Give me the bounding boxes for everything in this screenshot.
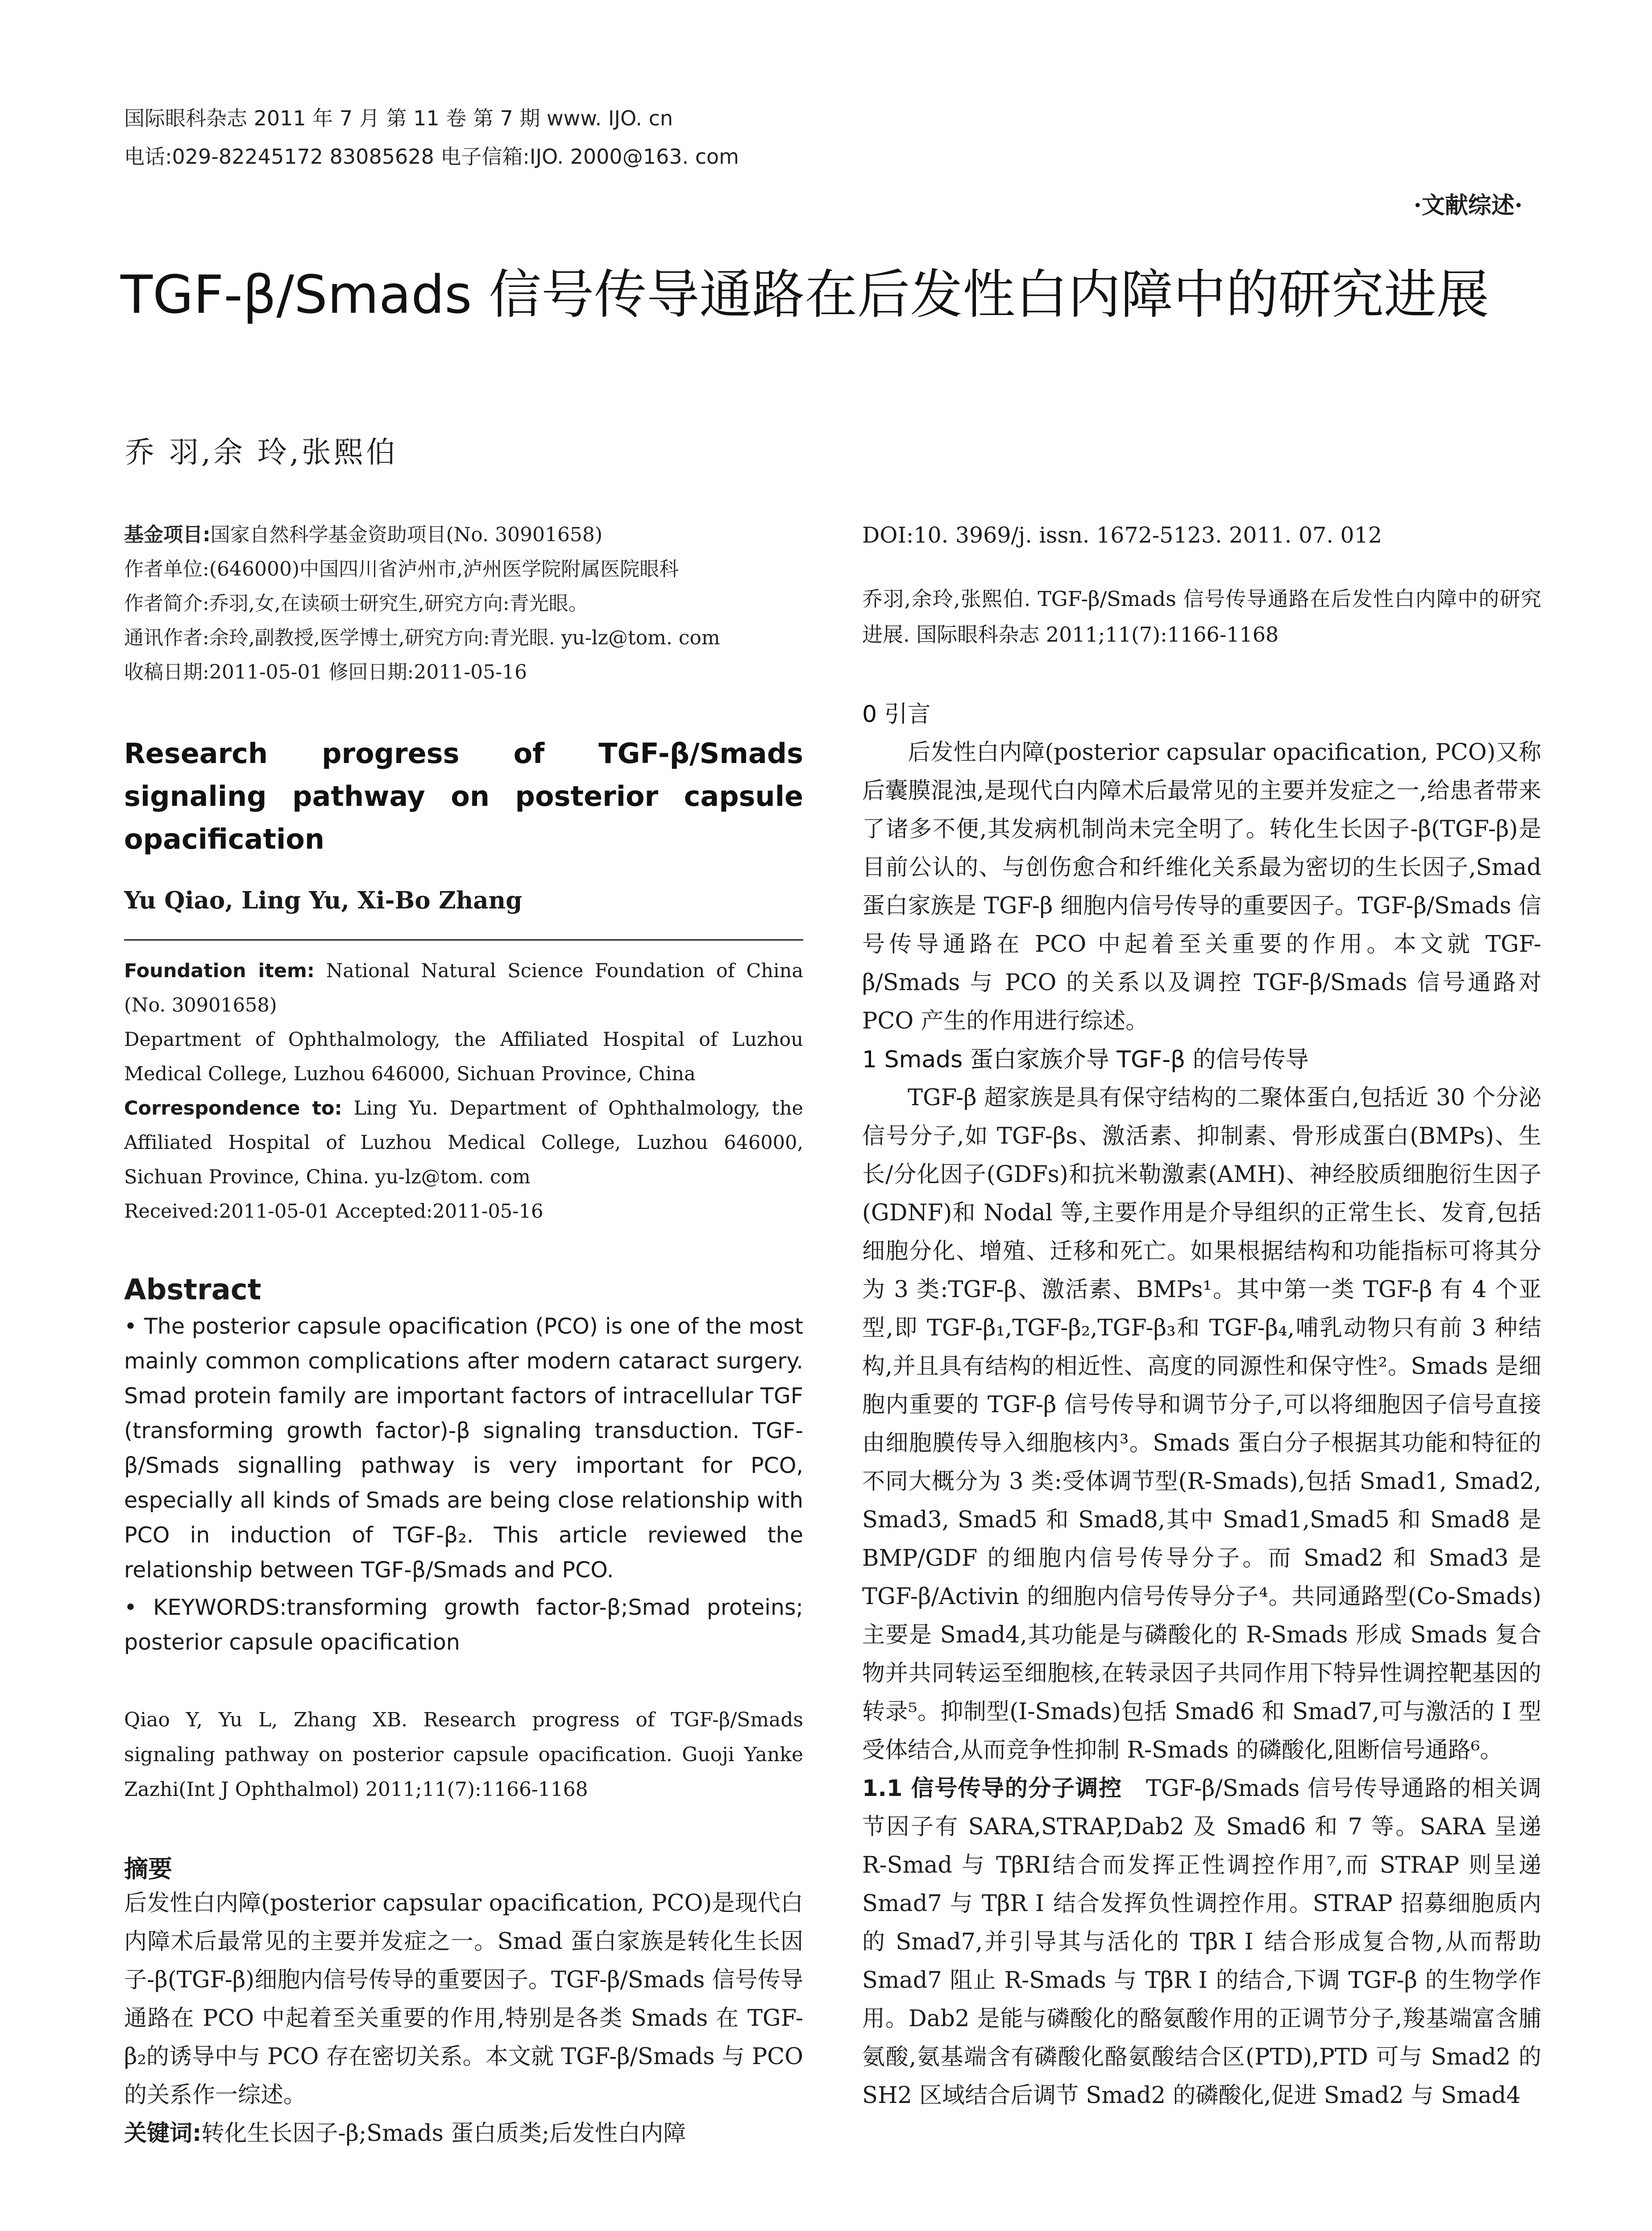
foundation-text: National Natural Science Foundation of China (No. 30901658): [124, 960, 803, 1016]
foundation-line: [124, 954, 803, 1023]
chinese-keywords-text: 转化生长因子-β;Smads 蛋白质类;后发性白内障: [201, 2120, 686, 2147]
journal-header: [124, 99, 1552, 176]
correspondence-line: [124, 1091, 803, 1194]
chinese-keywords: [124, 2115, 803, 2153]
section-1-1-text: TGF-β/Smads 信号传导通路的相关调节因子有 SARA,STRAP,Dab2 及 Smad6 和 7 等。SARA 呈递 R-Smad 与 TβRI结合而发挥正性调控作用⁷,而 STRAP 则呈递 Smad7 与 TβR Ⅰ 结合发挥负性调控作用。STRAP 招募细胞质内的 Smad7,并引导其与活化的 TβR Ⅰ 结合形成复合物,从而帮助 Smad7 阻止 R-Smads 与 TβR Ⅰ 的结合,下调 TGF-β 的生物学作用。Dab2 是能与磷酸化的酪氨酸作用的正调节分子,羧基端富含脯氨酸,氨基端含有磷酸化酪氨酸结合区(PTD),PTD 可与 Smad2 的 SH2 区域结合后调节 Smad2 的磷酸化,促进 Smad2 与 Smad4: [862, 1775, 1541, 2109]
received-line: Received:2011-05-01 Accepted:2011-05-16: [124, 1200, 544, 1223]
section-tag: ·文献综述·: [1413, 192, 1523, 219]
keywords-text: • KEYWORDS:transforming growth factor-β;Smad proteins; posterior capsule opacification: [124, 1595, 803, 1655]
funding-label: 基金项目:: [124, 523, 211, 546]
correspondence-text: Ling Yu. Department of Ophthalmology, the Affiliated Hospital of Luzhou Medical College, Luzhou 646000, Sichuan Province, China. yu-lz@tom. com: [124, 1097, 803, 1188]
english-metadata: [124, 954, 803, 1229]
funding-line: [124, 518, 803, 552]
funding-text: 国家自然科学基金资助项目(No. 30901658): [210, 523, 603, 546]
chinese-keywords-label: 关键词:: [124, 2120, 202, 2147]
doi: DOI:10. 3969/j. issn. 1672-5123. 2011. 07. 012: [862, 523, 1382, 548]
section-1-heading: 1 Smads 蛋白家族介导 TGF-β 的信号传导: [862, 1046, 1309, 1073]
section-1-1-heading: 1.1 信号传导的分子调控: [862, 1775, 1122, 1802]
article-metadata: [124, 518, 803, 689]
section-0-heading: 0 引言: [862, 701, 931, 728]
left-column: [124, 518, 803, 2153]
correspondence-label: Correspondence to:: [124, 1097, 342, 1120]
section-0-text: 后发性白内障(posterior capsular opacification, PCO)又称后囊膜混浊,是现代白内障术后最常见的主要并发症之一,给患者带来了诸多不便,其发病机制尚未完全明了。转化生长因子-β(TGF-β)是目前公认的、与创伤愈合和纤维化关系最为密切的生长因子,Smad 蛋白家族是 TGF-β 细胞内信号传导的重要因子。TGF-β/Smads 信号传导通路在 PCO 中起着至关重要的作用。本文就 TGF-β/Smads 与 PCO 的关系以及调控 TGF-β/Smads 信号通路对 PCO 产生的作用进行综述。: [862, 739, 1541, 1034]
department-line: Department of Ophthalmology, the Affiliated Hospital of Luzhou Medical College, Luzhou 646000, Sichuan Province, China: [124, 1028, 803, 1085]
article-authors: 乔 羽,余 玲,张熙伯: [125, 435, 398, 469]
chinese-abstract-text: 后发性白内障(posterior capsular opacification, PCO)是现代白内障术后最常见的主要并发症之一。Smad 蛋白家族是转化生长因子-β(TGF-β)细胞内信号传导的重要因子。TGF-β/Smads 信号传导通路在 PCO 中起着至关重要的作用,特别是各类 Smads 在 TGF-β₂的诱导中与 PCO 存在密切关系。本文就 TGF-β/Smads 与 PCO 的关系作一综述。: [124, 1890, 803, 2108]
abstract-heading: Abstract: [124, 1273, 261, 1306]
header-line-1: 国际眼科杂志 2011 年 7 月 第 11 卷 第 7 期 www. IJO. cn: [124, 106, 673, 130]
author-bio-line: 作者简介:乔羽,女,在读硕士研究生,研究方向:青光眼。: [124, 592, 588, 615]
corresponding-author-line: 通讯作者:余玲,副教授,医学博士,研究方向:青光眼. yu-lz@tom. com: [124, 626, 720, 649]
abstract-text: • The posterior capsule opacification (PCO) is one of the most mainly common complications after modern cataract surgery. Smad protein family are important factors of intracellular TGF (transforming growth factor)-β signaling transduction. TGF-β/Smads signalling pathway is very important for PCO, especially all kinds of Smads are being close relationship with PCO in induction of TGF-β₂. This article reviewed the relationship between TGF-β/Smads and PCO.: [124, 1314, 803, 1583]
english-authors: Yu Qiao, Ling Yu, Xi-Bo Zhang: [124, 887, 803, 941]
affiliation-line: 作者单位:(646000)中国四川省泸州市,泸州医学院附属医院眼科: [124, 558, 679, 581]
foundation-label: Foundation item:: [124, 960, 315, 982]
right-column: [862, 518, 1541, 2115]
english-citation: Qiao Y, Yu L, Zhang XB. Research progress of TGF-β/Smads signaling pathway on posterior capsule opacification. Guoji Yanke Zazhi(Int J Ophthalmol) 2011;11(7):1166-1168: [124, 1708, 803, 1801]
chinese-abstract-heading: 摘要: [124, 1855, 172, 1883]
chinese-citation: 乔羽,余玲,张熙伯. TGF-β/Smads 信号传导通路在后发性白内障中的研究进展. 国际眼科杂志 2011;11(7):1166-1168: [862, 587, 1541, 647]
article-title: TGF-β/Smads 信号传导通路在后发性白内障中的研究进展: [120, 264, 1490, 325]
section-1-text: TGF-β 超家族是具有保守结构的二聚体蛋白,包括近 30 个分泌信号分子,如 TGF-βs、激活素、抑制素、骨形成蛋白(BMPs)、生长/分化因子(GDFs)和抗米勒激素(AMH)、神经胶质细胞衍生因子(GDNF)和 Nodal 等,主要作用是介导组织的正常生长、发育,包括细胞分化、增殖、迁移和死亡。如果根据结构和功能指标可将其分为 3 类:TGF-β、激活素、BMPs¹。其中第一类 TGF-β 有 4 个亚型,即 TGF-β₁,TGF-β₂,TGF-β₃和 TGF-β₄,哺乳动物只有前 3 种结构,并且具有结构的相近性、高度的同源性和保守性²。Smads 是细胞内重要的 TGF-β 信号传导和调节分子,可以将细胞因子信号直接由细胞膜传导入细胞核内³。Smads 蛋白分子根据其功能和特征的不同大概分为 3 类:受体调节型(R-Smads),包括 Smad1, Smad2, Smad3, Smad5 和 Smad8,其中 Smad1,Smad5 和 Smad8 是 BMP/GDF 的细胞内信号传导分子。而 Smad2 和 Smad3 是 TGF-β/Activin 的细胞内信号传导分子⁴。共同通路型(Co-Smads)主要是 Smad4,其功能是与磷酸化的 R-Smads 形成 Smads 复合物并共同转运至细胞核,在转录因子共同作用下特异性调控靶基因的转录⁵。抑制型(I-Smads)包括 Smad6 和 Smad7,可与激活的 I 型受体结合,从而竞争性抑制 R-Smads 的磷酸化,阻断信号通路⁶。: [862, 1085, 1541, 1763]
header-line-2: 电话:029-82245172 83085628 电子信箱:IJO. 2000@163. com: [124, 145, 739, 169]
english-title: Research progress of TGF-β/Smads signaling pathway on posterior capsule opacification: [124, 737, 803, 855]
section-1-1-paragraph: [862, 1770, 1541, 2115]
dates-line: 收稿日期:2011-05-01 修回日期:2011-05-16: [124, 661, 527, 684]
